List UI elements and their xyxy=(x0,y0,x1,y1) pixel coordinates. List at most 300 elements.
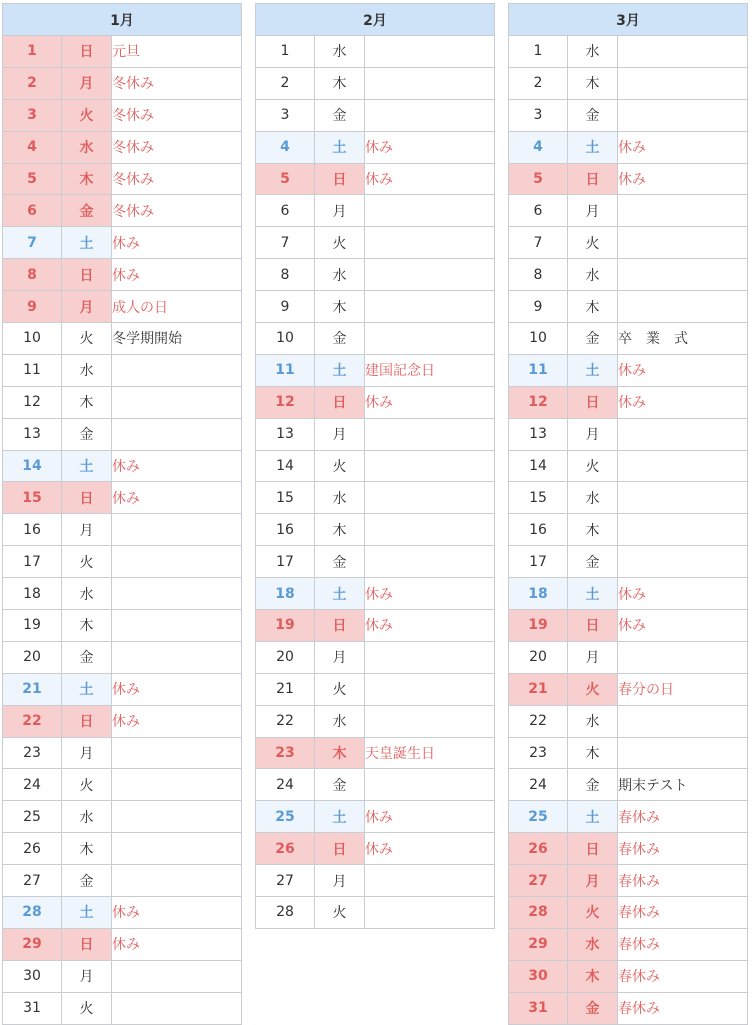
weekday: 水 xyxy=(315,482,365,514)
day-row xyxy=(509,960,748,992)
day-row xyxy=(509,259,748,291)
day-note xyxy=(618,482,748,514)
day-note: 冬学期開始 xyxy=(112,323,242,355)
day-note xyxy=(112,801,242,833)
weekday: 水 xyxy=(315,259,365,291)
day-note: 休み xyxy=(618,131,748,163)
day-note: 休み xyxy=(112,482,242,514)
weekday: 金 xyxy=(315,323,365,355)
day-row xyxy=(256,163,495,195)
day-number: 28 xyxy=(256,897,315,929)
day-row xyxy=(509,769,748,801)
weekday: 水 xyxy=(62,131,112,163)
day-row xyxy=(256,737,495,769)
day-row xyxy=(256,131,495,163)
weekday: 木 xyxy=(568,291,618,323)
day-row xyxy=(3,354,242,386)
weekday: 金 xyxy=(315,99,365,131)
day-number: 16 xyxy=(509,514,568,546)
weekday: 金 xyxy=(315,546,365,578)
weekday: 火 xyxy=(568,673,618,705)
day-number: 27 xyxy=(256,865,315,897)
day-number: 26 xyxy=(509,833,568,865)
day-number: 14 xyxy=(509,450,568,482)
weekday: 月 xyxy=(62,67,112,99)
day-row xyxy=(509,801,748,833)
day-row xyxy=(3,67,242,99)
day-row xyxy=(256,897,495,929)
day-note xyxy=(618,259,748,291)
day-note: 休み xyxy=(112,259,242,291)
day-note xyxy=(112,960,242,992)
day-number: 7 xyxy=(256,227,315,259)
weekday: 土 xyxy=(568,578,618,610)
day-number: 3 xyxy=(256,99,315,131)
day-row xyxy=(3,833,242,865)
day-note: 冬休み xyxy=(112,67,242,99)
weekday: 火 xyxy=(62,99,112,131)
day-number: 14 xyxy=(256,450,315,482)
day-note xyxy=(365,291,495,323)
day-number: 7 xyxy=(509,227,568,259)
day-row xyxy=(509,514,748,546)
day-note xyxy=(112,546,242,578)
day-number: 20 xyxy=(509,641,568,673)
day-note: 休み xyxy=(365,163,495,195)
day-number: 4 xyxy=(509,131,568,163)
day-row xyxy=(256,641,495,673)
day-note: 春休み xyxy=(618,801,748,833)
day-note xyxy=(112,354,242,386)
day-note xyxy=(618,36,748,68)
day-note xyxy=(618,450,748,482)
day-number: 1 xyxy=(256,36,315,68)
day-row xyxy=(3,641,242,673)
day-number: 29 xyxy=(3,928,62,960)
day-note: 休み xyxy=(112,705,242,737)
weekday: 日 xyxy=(62,482,112,514)
day-number: 11 xyxy=(509,354,568,386)
weekday: 木 xyxy=(62,163,112,195)
weekday: 金 xyxy=(62,641,112,673)
day-note xyxy=(365,865,495,897)
day-number: 17 xyxy=(3,546,62,578)
weekday: 日 xyxy=(62,36,112,68)
day-row xyxy=(256,801,495,833)
day-number: 21 xyxy=(256,673,315,705)
month-table-january xyxy=(2,3,242,1025)
day-number: 15 xyxy=(256,482,315,514)
day-number: 28 xyxy=(509,897,568,929)
weekday: 日 xyxy=(568,833,618,865)
day-row xyxy=(509,227,748,259)
day-number: 4 xyxy=(256,131,315,163)
day-number: 4 xyxy=(3,131,62,163)
day-row xyxy=(256,418,495,450)
day-row xyxy=(509,354,748,386)
day-note xyxy=(365,673,495,705)
day-number: 13 xyxy=(256,418,315,450)
weekday: 水 xyxy=(315,36,365,68)
day-row xyxy=(256,833,495,865)
day-note: 元旦 xyxy=(112,36,242,68)
day-number: 24 xyxy=(256,769,315,801)
day-row xyxy=(256,514,495,546)
day-note: 冬休み xyxy=(112,163,242,195)
weekday: 土 xyxy=(568,801,618,833)
day-note xyxy=(618,291,748,323)
day-row xyxy=(3,514,242,546)
day-row xyxy=(509,897,748,929)
weekday: 火 xyxy=(315,673,365,705)
day-number: 22 xyxy=(3,705,62,737)
day-number: 10 xyxy=(256,323,315,355)
weekday: 土 xyxy=(62,897,112,929)
day-row xyxy=(256,546,495,578)
day-number: 17 xyxy=(509,546,568,578)
day-note: 休み xyxy=(365,833,495,865)
weekday: 金 xyxy=(315,769,365,801)
day-number: 1 xyxy=(509,36,568,68)
day-row xyxy=(509,992,748,1024)
day-row xyxy=(256,610,495,642)
day-row xyxy=(3,163,242,195)
day-row xyxy=(256,482,495,514)
day-number: 8 xyxy=(256,259,315,291)
day-row xyxy=(3,195,242,227)
weekday: 土 xyxy=(62,450,112,482)
day-row xyxy=(3,386,242,418)
weekday: 月 xyxy=(568,865,618,897)
weekday: 火 xyxy=(315,450,365,482)
weekday: 土 xyxy=(315,354,365,386)
weekday: 木 xyxy=(568,67,618,99)
day-number: 18 xyxy=(256,578,315,610)
day-row xyxy=(256,769,495,801)
weekday: 水 xyxy=(62,801,112,833)
day-note xyxy=(112,514,242,546)
day-number: 15 xyxy=(3,482,62,514)
weekday: 土 xyxy=(315,131,365,163)
weekday: 土 xyxy=(568,131,618,163)
weekday: 木 xyxy=(315,67,365,99)
day-note xyxy=(112,769,242,801)
day-row xyxy=(256,386,495,418)
day-number: 9 xyxy=(3,291,62,323)
weekday: 月 xyxy=(62,514,112,546)
day-note: 休み xyxy=(112,227,242,259)
day-row xyxy=(3,36,242,68)
day-row xyxy=(509,67,748,99)
day-note: 休み xyxy=(618,163,748,195)
day-row xyxy=(3,418,242,450)
weekday: 木 xyxy=(62,610,112,642)
day-number: 25 xyxy=(256,801,315,833)
day-note xyxy=(365,546,495,578)
day-note xyxy=(365,259,495,291)
day-number: 5 xyxy=(509,163,568,195)
day-row xyxy=(509,163,748,195)
day-note xyxy=(365,450,495,482)
day-note: 春休み xyxy=(618,865,748,897)
weekday: 金 xyxy=(62,418,112,450)
day-note: 春休み xyxy=(618,992,748,1024)
day-number: 2 xyxy=(509,67,568,99)
day-number: 17 xyxy=(256,546,315,578)
day-note xyxy=(365,482,495,514)
month-title: 2月 xyxy=(256,4,495,36)
weekday: 火 xyxy=(62,546,112,578)
day-row xyxy=(509,195,748,227)
day-row xyxy=(3,769,242,801)
weekday: 水 xyxy=(62,354,112,386)
day-number: 2 xyxy=(256,67,315,99)
day-row xyxy=(256,673,495,705)
day-note xyxy=(112,737,242,769)
day-note xyxy=(112,833,242,865)
day-number: 14 xyxy=(3,450,62,482)
day-number: 11 xyxy=(256,354,315,386)
day-note: 休み xyxy=(618,578,748,610)
day-row xyxy=(3,99,242,131)
weekday: 土 xyxy=(315,801,365,833)
day-note: 冬休み xyxy=(112,131,242,163)
day-note xyxy=(365,36,495,68)
day-row xyxy=(509,131,748,163)
weekday: 水 xyxy=(568,36,618,68)
day-note xyxy=(112,418,242,450)
day-row xyxy=(509,323,748,355)
day-row xyxy=(3,737,242,769)
weekday: 土 xyxy=(62,227,112,259)
day-number: 22 xyxy=(509,705,568,737)
day-row xyxy=(256,323,495,355)
day-note: 冬休み xyxy=(112,195,242,227)
day-row xyxy=(3,450,242,482)
day-note: 休み xyxy=(112,928,242,960)
day-note: 休み xyxy=(112,673,242,705)
day-row xyxy=(3,259,242,291)
day-note: 春休み xyxy=(618,897,748,929)
day-note xyxy=(365,514,495,546)
day-note: 春分の日 xyxy=(618,673,748,705)
day-number: 24 xyxy=(3,769,62,801)
day-row xyxy=(256,705,495,737)
day-row xyxy=(509,705,748,737)
weekday: 日 xyxy=(315,163,365,195)
weekday: 木 xyxy=(62,833,112,865)
day-row xyxy=(3,673,242,705)
day-number: 27 xyxy=(3,865,62,897)
day-row xyxy=(3,578,242,610)
day-number: 9 xyxy=(256,291,315,323)
day-number: 26 xyxy=(3,833,62,865)
day-row xyxy=(256,291,495,323)
day-note: 休み xyxy=(618,610,748,642)
day-note: 春休み xyxy=(618,928,748,960)
weekday: 金 xyxy=(568,323,618,355)
day-number: 26 xyxy=(256,833,315,865)
weekday: 火 xyxy=(315,897,365,929)
day-row xyxy=(509,386,748,418)
day-note xyxy=(618,641,748,673)
day-number: 23 xyxy=(509,737,568,769)
day-note xyxy=(112,386,242,418)
day-note: 休み xyxy=(365,610,495,642)
day-note xyxy=(112,610,242,642)
day-note: 休み xyxy=(112,897,242,929)
day-note xyxy=(618,546,748,578)
day-note: 春休み xyxy=(618,833,748,865)
weekday: 月 xyxy=(62,291,112,323)
day-row xyxy=(256,354,495,386)
weekday: 木 xyxy=(315,737,365,769)
day-note xyxy=(112,578,242,610)
day-number: 5 xyxy=(256,163,315,195)
weekday: 月 xyxy=(62,960,112,992)
day-number: 31 xyxy=(3,992,62,1024)
day-note: 休み xyxy=(112,450,242,482)
day-note: 春休み xyxy=(618,960,748,992)
day-row xyxy=(509,99,748,131)
day-row xyxy=(3,960,242,992)
day-number: 23 xyxy=(3,737,62,769)
weekday: 日 xyxy=(315,386,365,418)
day-number: 3 xyxy=(509,99,568,131)
day-number: 30 xyxy=(509,960,568,992)
day-number: 12 xyxy=(509,386,568,418)
day-note xyxy=(112,865,242,897)
day-number: 6 xyxy=(256,195,315,227)
day-number: 19 xyxy=(509,610,568,642)
day-note: 冬休み xyxy=(112,99,242,131)
day-note: 休み xyxy=(365,386,495,418)
day-number: 20 xyxy=(3,641,62,673)
day-row xyxy=(509,578,748,610)
weekday: 月 xyxy=(315,195,365,227)
day-row xyxy=(3,992,242,1024)
day-note: 休み xyxy=(365,578,495,610)
day-row xyxy=(3,865,242,897)
day-note xyxy=(365,195,495,227)
weekday: 日 xyxy=(315,833,365,865)
day-number: 11 xyxy=(3,354,62,386)
day-note xyxy=(618,514,748,546)
day-row xyxy=(256,578,495,610)
day-number: 16 xyxy=(256,514,315,546)
weekday: 月 xyxy=(315,418,365,450)
day-note: 休み xyxy=(618,386,748,418)
weekday: 金 xyxy=(62,195,112,227)
day-row xyxy=(3,705,242,737)
weekday: 水 xyxy=(315,705,365,737)
day-row xyxy=(509,610,748,642)
day-note xyxy=(365,99,495,131)
day-row xyxy=(3,131,242,163)
day-row xyxy=(509,865,748,897)
weekday: 月 xyxy=(568,195,618,227)
weekday: 金 xyxy=(568,99,618,131)
day-number: 29 xyxy=(509,928,568,960)
day-number: 19 xyxy=(256,610,315,642)
day-number: 18 xyxy=(509,578,568,610)
weekday: 火 xyxy=(62,992,112,1024)
weekday: 日 xyxy=(568,610,618,642)
weekday: 火 xyxy=(568,897,618,929)
day-number: 5 xyxy=(3,163,62,195)
day-row xyxy=(256,99,495,131)
day-row xyxy=(509,928,748,960)
weekday: 水 xyxy=(568,928,618,960)
day-note xyxy=(365,641,495,673)
day-number: 1 xyxy=(3,36,62,68)
day-note xyxy=(618,737,748,769)
weekday: 金 xyxy=(568,769,618,801)
day-row xyxy=(256,227,495,259)
weekday: 木 xyxy=(62,386,112,418)
day-row xyxy=(509,673,748,705)
day-number: 24 xyxy=(509,769,568,801)
day-number: 30 xyxy=(3,960,62,992)
day-note: 休み xyxy=(365,131,495,163)
day-number: 23 xyxy=(256,737,315,769)
weekday: 月 xyxy=(568,641,618,673)
day-row xyxy=(509,450,748,482)
day-row xyxy=(256,67,495,99)
day-row xyxy=(3,610,242,642)
weekday: 日 xyxy=(62,928,112,960)
weekday: 木 xyxy=(315,291,365,323)
day-row xyxy=(3,323,242,355)
day-note xyxy=(365,227,495,259)
weekday: 火 xyxy=(568,227,618,259)
day-number: 20 xyxy=(256,641,315,673)
day-row xyxy=(256,36,495,68)
day-number: 25 xyxy=(3,801,62,833)
day-row xyxy=(3,928,242,960)
day-number: 10 xyxy=(3,323,62,355)
weekday: 火 xyxy=(62,769,112,801)
day-number: 25 xyxy=(509,801,568,833)
weekday: 土 xyxy=(568,354,618,386)
month-table-march xyxy=(508,3,748,1025)
day-note xyxy=(365,705,495,737)
day-row xyxy=(3,482,242,514)
day-number: 9 xyxy=(509,291,568,323)
day-note xyxy=(365,67,495,99)
month-table-february xyxy=(255,3,495,929)
day-note xyxy=(365,418,495,450)
weekday: 木 xyxy=(315,514,365,546)
weekday: 水 xyxy=(568,482,618,514)
day-row xyxy=(509,291,748,323)
weekday: 水 xyxy=(568,705,618,737)
day-number: 12 xyxy=(3,386,62,418)
day-number: 10 xyxy=(509,323,568,355)
weekday: 月 xyxy=(568,418,618,450)
weekday: 木 xyxy=(568,737,618,769)
day-number: 21 xyxy=(509,673,568,705)
day-note xyxy=(112,641,242,673)
day-number: 19 xyxy=(3,610,62,642)
day-number: 7 xyxy=(3,227,62,259)
day-note xyxy=(618,99,748,131)
weekday: 火 xyxy=(568,450,618,482)
weekday: 日 xyxy=(568,386,618,418)
weekday: 水 xyxy=(62,578,112,610)
day-note xyxy=(112,992,242,1024)
day-number: 16 xyxy=(3,514,62,546)
